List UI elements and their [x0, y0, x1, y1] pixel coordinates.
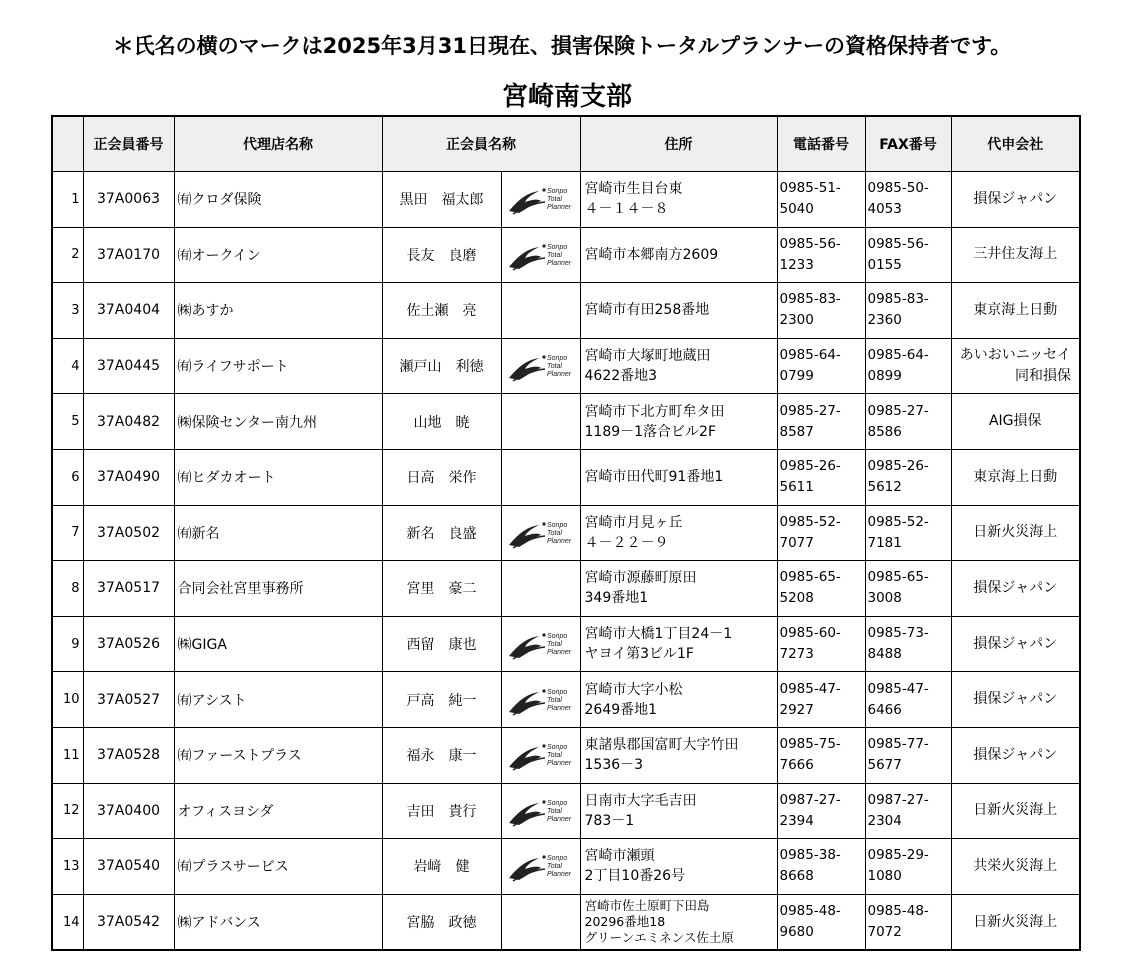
- fax-line-2: 8488: [867, 646, 902, 663]
- underwriting-company: [951, 449, 1080, 505]
- company-line-1: あいおいニッセイ: [959, 347, 1071, 364]
- member-id: 37A0517: [83, 561, 174, 617]
- sonpo-total-planner-mark: [505, 515, 577, 551]
- address: [580, 505, 777, 561]
- fax-number: [865, 338, 951, 394]
- row-number: 14: [52, 894, 83, 950]
- table-row: [52, 505, 1080, 561]
- badge-text: Sonpo: [546, 243, 567, 251]
- badge-text: Total: [546, 251, 562, 259]
- sonpo-total-planner-mark: [505, 737, 577, 773]
- tel-line-2: 5611: [779, 479, 814, 496]
- swoosh-mark: [509, 191, 541, 213]
- address-line-2: ４－１４－８: [584, 201, 669, 218]
- badge-text: Planner: [546, 649, 571, 657]
- badge-text: Sonpo: [546, 688, 567, 696]
- tel-line-1: 0985-56-: [779, 235, 841, 252]
- underwriting-company: [951, 894, 1080, 950]
- address-line-1: 宮崎市有田258番地: [584, 302, 710, 319]
- header-address: 住所: [580, 116, 777, 172]
- header-agency: 代理店名称: [174, 116, 382, 172]
- table-row: [52, 172, 1080, 228]
- member-id: 37A0482: [83, 394, 174, 450]
- tel-number: [777, 672, 865, 728]
- fax-number: [865, 227, 951, 283]
- address-line-2: ヤヨイ第3ビル1F: [584, 646, 694, 663]
- agency-name: ㈱あすか: [174, 283, 382, 339]
- swoosh-mark: [509, 692, 541, 714]
- underwriting-company: [951, 338, 1080, 394]
- fax-line-2: 7181: [867, 534, 902, 551]
- address-line-2: 1536－3: [584, 757, 644, 774]
- badge-text: Sonpo: [546, 744, 567, 752]
- company-line-1: 損保ジャパン: [973, 691, 1058, 708]
- badge-text: Planner: [546, 704, 571, 712]
- badge-cell: [501, 783, 580, 839]
- swoosh-mark: [509, 747, 541, 769]
- member-id: 37A0542: [83, 894, 174, 950]
- swoosh-mark: [509, 247, 541, 269]
- member-name: 西留 康也: [382, 616, 501, 672]
- tel-line-1: 0985-64-: [779, 347, 841, 364]
- tel-line-2: 5040: [779, 201, 814, 218]
- tel-line-1: 0985-27-: [779, 402, 841, 419]
- address-line-1: 宮崎市月見ヶ丘: [584, 514, 683, 531]
- fax-line-1: 0985-48-: [867, 903, 929, 920]
- fax-line-1: 0985-27-: [867, 402, 929, 419]
- company-line-1: 東京海上日動: [973, 468, 1058, 485]
- fax-line-2: 8586: [867, 423, 902, 440]
- underwriting-company: [951, 283, 1080, 339]
- company-line-1: 損保ジャパン: [973, 635, 1058, 652]
- badge-text: Planner: [546, 259, 571, 267]
- badge-text: Sonpo: [546, 855, 567, 863]
- table-row: [52, 783, 1080, 839]
- member-id: 37A0526: [83, 616, 174, 672]
- tel-number: [777, 783, 865, 839]
- fax-line-1: 0987-27-: [867, 791, 929, 808]
- badge-text: Planner: [546, 537, 571, 545]
- company-line-1: 日新火災海上: [973, 524, 1058, 541]
- address-line-1: 東諸県郡国富町大字竹田: [584, 737, 739, 754]
- member-name: 瀬戸山 利徳: [382, 338, 501, 394]
- tel-line-2: 2394: [779, 812, 814, 829]
- badge-cell: [501, 616, 580, 672]
- sonpo-total-planner-mark: [505, 181, 577, 217]
- address: [580, 561, 777, 617]
- fax-number: [865, 505, 951, 561]
- fax-number: [865, 616, 951, 672]
- member-name: 新名 良盛: [382, 505, 501, 561]
- swoosh-mark: [509, 803, 541, 825]
- address: [580, 227, 777, 283]
- tel-number: [777, 727, 865, 783]
- badge-text: Planner: [546, 760, 571, 768]
- member-name: 日高 栄作: [382, 449, 501, 505]
- address: [580, 839, 777, 895]
- member-id: 37A0540: [83, 839, 174, 895]
- fax-line-2: 1080: [867, 868, 902, 885]
- tel-line-2: 9680: [779, 924, 814, 941]
- agency-name: 合同会社宮里事務所: [174, 561, 382, 617]
- member-id: 37A0063: [83, 172, 174, 228]
- tel-line-1: 0985-75-: [779, 736, 841, 753]
- table-row: [52, 894, 1080, 950]
- company-line-1: AIG損保: [988, 413, 1042, 430]
- tel-line-1: 0985-60-: [779, 625, 841, 642]
- badge-text: Planner: [546, 815, 571, 823]
- address-line-1: 宮崎市瀬頭: [584, 848, 655, 865]
- address-line-1: 宮崎市佐土原町下田島: [584, 898, 710, 914]
- member-name: 宮里 豪二: [382, 561, 501, 617]
- member-id: 37A0502: [83, 505, 174, 561]
- address-line-2: 1189－1落合ビル2F: [584, 423, 716, 440]
- row-number: 8: [52, 561, 83, 617]
- member-id: 37A0400: [83, 783, 174, 839]
- header-tel: 電話番号: [777, 116, 865, 172]
- company-line-1: 日新火災海上: [973, 913, 1058, 930]
- address: [580, 783, 777, 839]
- sonpo-total-planner-mark: [505, 348, 577, 384]
- fax-line-2: 6466: [867, 701, 902, 718]
- badge-text: Sonpo: [546, 799, 567, 807]
- badge-cell: [501, 394, 580, 450]
- tel-line-2: 8587: [779, 423, 814, 440]
- badge-text: Sonpo: [546, 188, 567, 196]
- badge-cell: [501, 839, 580, 895]
- agency-name: ㈲ヒダカオート: [174, 449, 382, 505]
- underwriting-company: [951, 172, 1080, 228]
- row-number: 5: [52, 394, 83, 450]
- fax-number: [865, 561, 951, 617]
- tel-line-1: 0985-52-: [779, 513, 841, 530]
- address: [580, 394, 777, 450]
- header-company: 代申会社: [951, 116, 1080, 172]
- badge-cell: [501, 172, 580, 228]
- tel-number: [777, 561, 865, 617]
- address-line-1: 宮崎市源藤町原田: [584, 570, 697, 587]
- member-name: 戸高 純一: [382, 672, 501, 728]
- agency-name: ㈲プラスサービス: [174, 839, 382, 895]
- sonpo-total-planner-mark: [505, 682, 577, 718]
- tel-number: [777, 394, 865, 450]
- tel-line-2: 7077: [779, 534, 814, 551]
- row-number: 13: [52, 839, 83, 895]
- underwriting-company: [951, 505, 1080, 561]
- tel-line-2: 1233: [779, 256, 814, 273]
- member-name: 黒田 福太郎: [382, 172, 501, 228]
- table-row: [52, 449, 1080, 505]
- agency-name: ㈱保険センター南九州: [174, 394, 382, 450]
- table-row: [52, 394, 1080, 450]
- agency-name: オフィスヨシダ: [174, 783, 382, 839]
- member-name: 長友 良磨: [382, 227, 501, 283]
- table-row: [52, 616, 1080, 672]
- fax-line-1: 0985-26-: [867, 458, 929, 475]
- company-line-1: 日新火災海上: [973, 802, 1058, 819]
- fax-number: [865, 672, 951, 728]
- table-row: [52, 672, 1080, 728]
- tel-line-1: 0985-51-: [779, 180, 841, 197]
- address: [580, 616, 777, 672]
- row-number: 10: [52, 672, 83, 728]
- address-line-1: 日南市大字毛吉田: [584, 792, 697, 809]
- badge-text: Total: [546, 196, 562, 204]
- header-fax: FAX番号: [865, 116, 951, 172]
- address: [580, 172, 777, 228]
- fax-line-2: 2304: [867, 812, 902, 829]
- tel-number: [777, 172, 865, 228]
- address-line-1: 宮崎市本郷南方2609: [584, 246, 719, 263]
- tel-number: [777, 894, 865, 950]
- address-line-2: 2649番地1: [584, 701, 658, 718]
- address-line-1: 宮崎市生目台東: [584, 181, 683, 198]
- table-row: [52, 338, 1080, 394]
- tel-line-2: 5208: [779, 590, 814, 607]
- badge-text: Total: [546, 529, 562, 537]
- fax-number: [865, 283, 951, 339]
- fax-line-1: 0985-65-: [867, 569, 929, 586]
- underwriting-company: [951, 227, 1080, 283]
- fax-line-1: 0985-56-: [867, 235, 929, 252]
- address: [580, 449, 777, 505]
- badge-cell: [501, 449, 580, 505]
- member-id: 37A0170: [83, 227, 174, 283]
- row-number: 7: [52, 505, 83, 561]
- address-line-2: 2丁目10番26号: [584, 868, 686, 885]
- address: [580, 894, 777, 950]
- fax-number: [865, 727, 951, 783]
- address-line-2: ４－２２－９: [584, 534, 669, 551]
- address: [580, 283, 777, 339]
- address-line-2: 783－1: [584, 812, 635, 829]
- tel-line-1: 0985-26-: [779, 458, 841, 475]
- fax-line-2: 4053: [867, 201, 902, 218]
- row-number: 3: [52, 283, 83, 339]
- company-line-1: 損保ジャパン: [973, 579, 1058, 596]
- agency-name: ㈲アシスト: [174, 672, 382, 728]
- row-number: 2: [52, 227, 83, 283]
- badge-text: Total: [546, 641, 562, 649]
- badge-cell: [501, 227, 580, 283]
- fax-line-1: 0985-64-: [867, 347, 929, 364]
- agency-name: ㈲ファーストプラス: [174, 727, 382, 783]
- fax-line-2: 0899: [867, 368, 902, 385]
- table-row: [52, 283, 1080, 339]
- underwriting-company: [951, 394, 1080, 450]
- tel-number: [777, 505, 865, 561]
- member-name: 岩﨑 健: [382, 839, 501, 895]
- badge-text: Total: [546, 863, 562, 871]
- badge-cell: [501, 283, 580, 339]
- fax-number: [865, 172, 951, 228]
- fax-line-1: 0985-83-: [867, 291, 929, 308]
- badge-text: Planner: [546, 204, 571, 212]
- swoosh-mark: [509, 525, 541, 547]
- tel-number: [777, 338, 865, 394]
- table-row: [52, 727, 1080, 783]
- address: [580, 672, 777, 728]
- address-line-3: グリーンエミネンス佐土原: [584, 930, 734, 946]
- member-name: 宮脇 政徳: [382, 894, 501, 950]
- fax-number: [865, 894, 951, 950]
- underwriting-company: [951, 561, 1080, 617]
- fax-line-1: 0985-29-: [867, 847, 929, 864]
- sonpo-total-planner-mark: [505, 626, 577, 662]
- company-line-1: 損保ジャパン: [973, 190, 1058, 207]
- tel-number: [777, 227, 865, 283]
- fax-number: [865, 783, 951, 839]
- underwriting-company: [951, 783, 1080, 839]
- tel-line-2: 0799: [779, 368, 814, 385]
- badge-cell: [501, 338, 580, 394]
- underwriting-company: [951, 672, 1080, 728]
- fax-number: [865, 394, 951, 450]
- agency-name: ㈲ライフサポート: [174, 338, 382, 394]
- member-id: 37A0490: [83, 449, 174, 505]
- badge-text: Sonpo: [546, 633, 567, 641]
- tel-line-1: 0985-65-: [779, 569, 841, 586]
- tel-number: [777, 283, 865, 339]
- agency-name: ㈱アドバンス: [174, 894, 382, 950]
- row-number: 4: [52, 338, 83, 394]
- table-row: [52, 839, 1080, 895]
- row-number: 6: [52, 449, 83, 505]
- agency-name: ㈱GIGA: [174, 616, 382, 672]
- fax-number: [865, 449, 951, 505]
- member-id: 37A0528: [83, 727, 174, 783]
- sonpo-total-planner-mark: [505, 848, 577, 884]
- row-number: 12: [52, 783, 83, 839]
- fax-line-2: 7072: [867, 924, 902, 941]
- table-row: [52, 561, 1080, 617]
- row-number: 9: [52, 616, 83, 672]
- member-name: 山地 暁: [382, 394, 501, 450]
- badge-text: Total: [546, 696, 562, 704]
- swoosh-mark: [509, 636, 541, 658]
- page-title: 宮崎南支部: [501, 82, 632, 112]
- table-header-row: [52, 116, 1080, 172]
- badge-text: Planner: [546, 371, 571, 379]
- tel-number: [777, 839, 865, 895]
- sonpo-total-planner-mark: [505, 237, 577, 273]
- member-id: 37A0404: [83, 283, 174, 339]
- address-line-1: 宮崎市大橋1丁目24－1: [584, 626, 733, 643]
- tel-line-1: 0985-83-: [779, 291, 841, 308]
- fax-number: [865, 839, 951, 895]
- tel-line-2: 7666: [779, 757, 814, 774]
- company-line-1: 損保ジャパン: [973, 746, 1058, 763]
- sonpo-total-planner-mark: [505, 793, 577, 829]
- member-id: 37A0445: [83, 338, 174, 394]
- agency-name: ㈲クロダ保険: [174, 172, 382, 228]
- header-member-id: 正会員番号: [83, 116, 174, 172]
- swoosh-mark: [509, 858, 541, 880]
- member-name: 吉田 貴行: [382, 783, 501, 839]
- fax-line-2: 5612: [867, 479, 902, 496]
- address-line-1: 宮崎市大塚町地蔵田: [584, 348, 711, 365]
- company-line-1: 三井住友海上: [973, 246, 1058, 263]
- tel-line-1: 0985-48-: [779, 903, 841, 920]
- tel-line-1: 0987-27-: [779, 791, 841, 808]
- badge-text: Total: [546, 752, 562, 760]
- underwriting-company: [951, 839, 1080, 895]
- company-line-2: 同和損保: [1015, 368, 1071, 385]
- agency-name: ㈲新名: [174, 505, 382, 561]
- member-id: 37A0527: [83, 672, 174, 728]
- member-table: [51, 115, 1081, 951]
- badge-cell: [501, 672, 580, 728]
- fax-line-2: 0155: [867, 256, 902, 273]
- address-line-1: 宮崎市田代町91番地1: [584, 469, 724, 486]
- address-line-2: 4622番地3: [584, 368, 658, 385]
- header-member-name: 正会員名称: [382, 116, 580, 172]
- fax-line-1: 0985-73-: [867, 625, 929, 642]
- address-line-1: 宮崎市大字小松: [584, 681, 683, 698]
- member-name: 福永 康一: [382, 727, 501, 783]
- qualification-note: ＊氏名の横のマークは2025年3月31日現在、損害保険トータルプランナーの資格保持者です。: [112, 34, 1012, 58]
- header-no: [52, 116, 83, 172]
- fax-line-1: 0985-77-: [867, 736, 929, 753]
- row-number: 11: [52, 727, 83, 783]
- tel-line-2: 2300: [779, 312, 814, 329]
- address-line-2: 349番地1: [584, 590, 649, 607]
- tel-line-2: 2927: [779, 701, 814, 718]
- badge-cell: [501, 505, 580, 561]
- badge-text: Total: [546, 807, 562, 815]
- company-line-1: 東京海上日動: [973, 301, 1058, 318]
- address-line-2: 20296番地18: [584, 914, 666, 930]
- fax-line-2: 5677: [867, 757, 902, 774]
- fax-line-2: 2360: [867, 312, 902, 329]
- badge-text: Planner: [546, 871, 571, 879]
- swoosh-mark: [509, 358, 541, 380]
- badge-text: Sonpo: [546, 355, 567, 363]
- row-number: 1: [52, 172, 83, 228]
- underwriting-company: [951, 616, 1080, 672]
- agency-name: ㈲オークイン: [174, 227, 382, 283]
- underwriting-company: [951, 727, 1080, 783]
- company-line-1: 共栄火災海上: [973, 857, 1058, 874]
- badge-cell: [501, 561, 580, 617]
- fax-line-2: 3008: [867, 590, 902, 607]
- badge-cell: [501, 894, 580, 950]
- address: [580, 338, 777, 394]
- address: [580, 727, 777, 783]
- badge-text: Total: [546, 363, 562, 371]
- fax-line-1: 0985-52-: [867, 513, 929, 530]
- address-line-1: 宮崎市下北方町牟タ田: [584, 403, 725, 420]
- member-name: 佐土瀬 亮: [382, 283, 501, 339]
- badge-cell: [501, 727, 580, 783]
- table-row: [52, 227, 1080, 283]
- tel-line-2: 7273: [779, 646, 814, 663]
- tel-line-1: 0985-47-: [779, 680, 841, 697]
- badge-text: Sonpo: [546, 521, 567, 529]
- tel-line-2: 8668: [779, 868, 814, 885]
- tel-number: [777, 616, 865, 672]
- fax-line-1: 0985-50-: [867, 180, 929, 197]
- tel-number: [777, 449, 865, 505]
- fax-line-1: 0985-47-: [867, 680, 929, 697]
- tel-line-1: 0985-38-: [779, 847, 841, 864]
